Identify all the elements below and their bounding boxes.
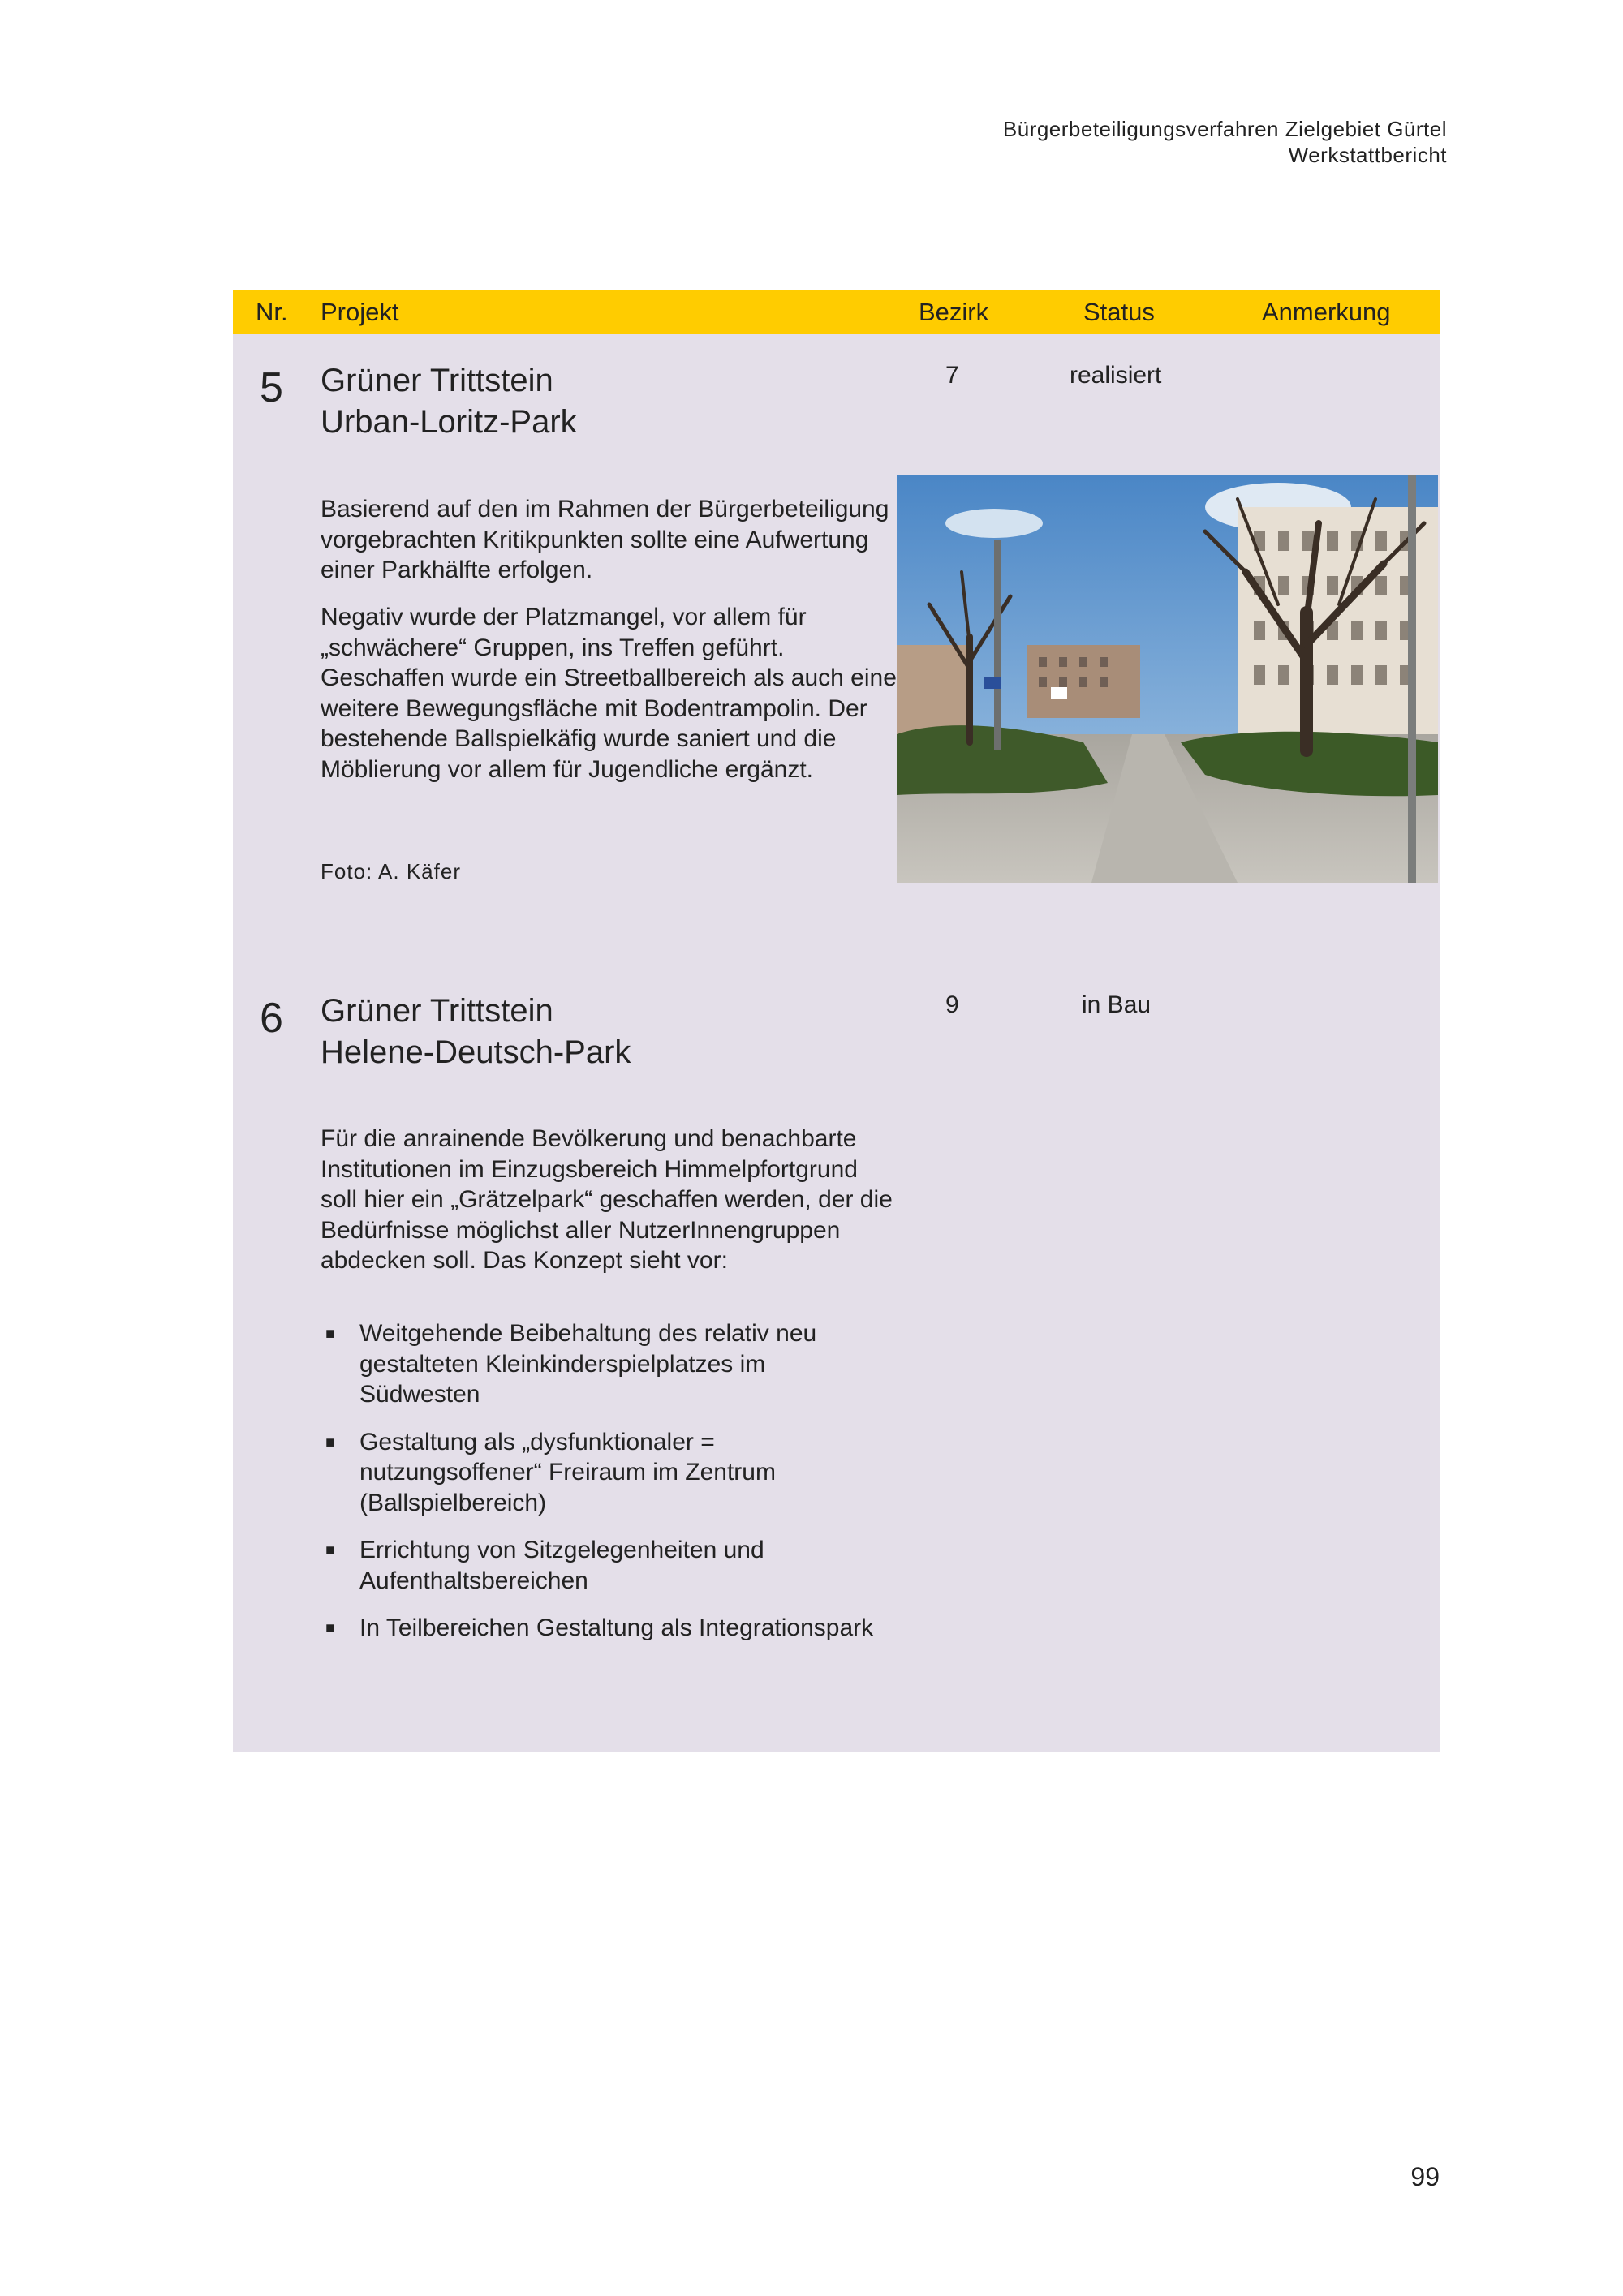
concept-list xyxy=(321,1318,889,1661)
column-header-nr: Nr. xyxy=(256,298,288,326)
bullet-icon: ■ xyxy=(325,1325,336,1343)
project-number: 6 xyxy=(260,995,283,1042)
list-item: ■ Gestaltung als „dysfunktionaler = nutzungsoffener“ Freiraum im Zentrum (Ballspielbereich) xyxy=(325,1428,776,1516)
project-status: realisiert xyxy=(1070,362,1162,389)
park-photo xyxy=(897,475,1438,883)
bullet-icon: ■ xyxy=(325,1433,336,1451)
header-title: Bürgerbeteiligungsverfahren Zielgebiet Gürtel xyxy=(1002,117,1447,141)
column-header-bezirk: Bezirk xyxy=(919,298,989,326)
list-item: ■ In Teilbereichen Gestaltung als Integrationspark xyxy=(321,1613,889,1644)
table-header-row xyxy=(233,290,1440,334)
column-header-anmerkung: Anmerkung xyxy=(1262,298,1391,326)
photo-credit: Foto: A. Käfer xyxy=(321,859,461,884)
project-number: 5 xyxy=(260,364,283,411)
project-title-line2: Helene-Deutsch-Park xyxy=(321,1034,631,1070)
project-title-line1: Grüner Trittstein xyxy=(321,993,553,1029)
project-description: Basierend auf den im Rahmen der Bürgerbeteiligung vorgebrachten Kritikpunkten sollte eine Aufwertung einer Parkhälfte erfolgen. xyxy=(321,496,889,583)
project-description-2: Negativ wurde der Platzmangel, vor allem für „schwächere“ Gruppen, ins Treffen geführt. Geschaffen wurde ein Streetballbereich als auch eine weitere Bewegungsfläche mit Bodentrampolin. Der bestehende Ballspielkäfig wurde saniert und die Möblierung vor allem für Jugendliche ergänzt. xyxy=(321,604,897,783)
project-title-line2: Urban-Loritz-Park xyxy=(321,404,577,440)
running-header xyxy=(1003,116,1447,168)
project-title xyxy=(321,991,631,1073)
project-status: in Bau xyxy=(1082,991,1152,1018)
project-bezirk: 7 xyxy=(945,362,959,389)
project-bezirk: 9 xyxy=(945,991,959,1018)
project-title-line1: Grüner Trittstein xyxy=(321,363,553,398)
project-title xyxy=(321,360,577,443)
page-number: 99 xyxy=(1410,2162,1440,2191)
list-item: ■ Weitgehende Beibehaltung des relativ neu gestalteten Kleinkinderspielplatzes im Südwesten xyxy=(325,1320,817,1408)
list-item: ■ Errichtung von Sitzgelegenheiten und Aufenthaltsbereichen xyxy=(325,1537,764,1594)
bullet-icon: ■ xyxy=(325,1619,336,1637)
header-subtitle: Werkstattbericht xyxy=(1288,143,1447,167)
column-header-projekt: Projekt xyxy=(321,298,399,326)
project-description: Für die anrainende Bevölkerung und benachbarte Institutionen im Einzugsbereich Himmelpfortgrund soll hier ein „Grätzelpark“ geschaffen werden, der die Bedürfnisse möglichst aller NutzerInnengruppen abdecken soll. Das Konzept sieht vor: xyxy=(321,1125,893,1274)
column-header-status: Status xyxy=(1083,298,1155,326)
bullet-icon: ■ xyxy=(325,1541,336,1559)
